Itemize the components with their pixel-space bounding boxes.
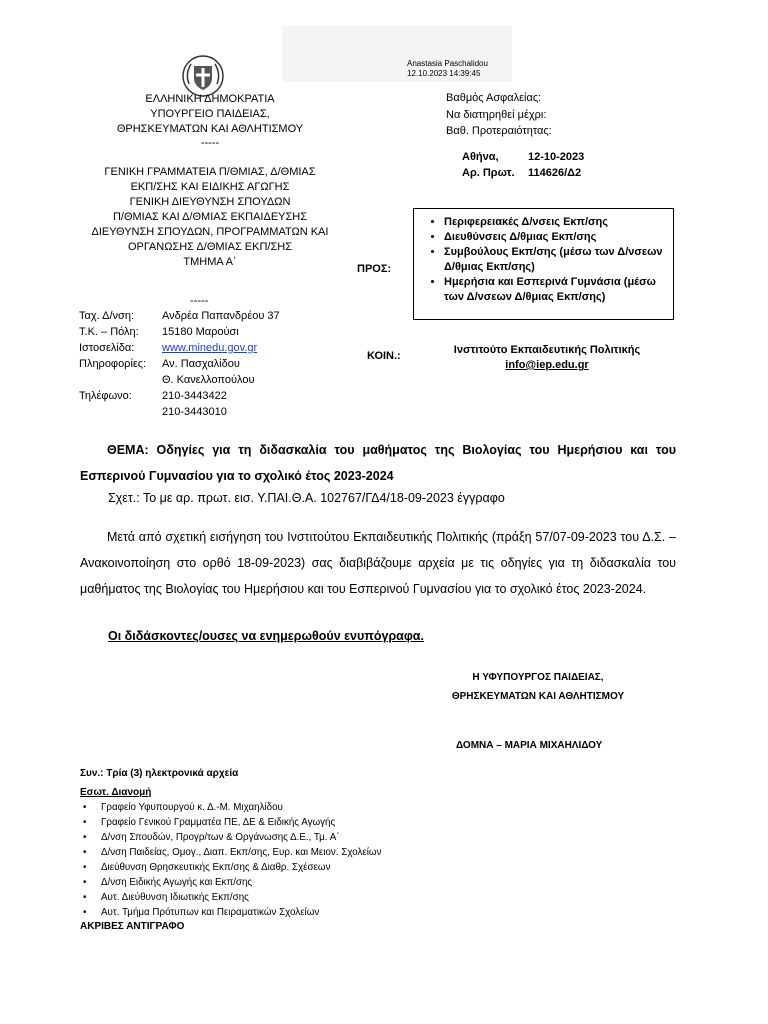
info-label: Πληροφορίες: xyxy=(79,358,147,370)
classification-block xyxy=(446,90,552,140)
distribution-item-text: Γραφείο Υφυπουργού κ. Δ.-Μ. Μιχαηλίδου xyxy=(101,802,283,813)
document-date: 12-10-2023 xyxy=(528,151,585,163)
recipient-item: • Συμβούλους Εκπ/σης (μέσω των Δ/νσεων Δ/θμιας Εκπ/σης) xyxy=(444,245,673,275)
distribution-item xyxy=(80,875,381,890)
info-label-empty xyxy=(79,372,162,388)
dept-line: ΓΕΝΙΚΗ ΓΡΑΜΜΑΤΕΙΑ Π/ΘΜΙΑΣ, Δ/ΘΜΙΑΣ xyxy=(104,166,316,178)
website-label: Ιστοσελίδα: xyxy=(79,342,135,354)
header-line: ΘΡΗΣΚΕΥΜΑΤΩΝ ΚΑΙ ΑΘΛΗΤΙΣΜΟΥ xyxy=(116,123,304,135)
info-value: Θ. Κανελλοπούλου xyxy=(162,374,255,386)
signatory-title xyxy=(418,668,658,706)
ministry-header xyxy=(80,92,340,149)
dept-line: ΟΡΓΑΝΩΣΗΣ Δ/ΘΜΙΑΣ ΕΚΠ/ΣΗΣ xyxy=(127,241,293,253)
distribution-heading: Εσωτ. Διανομή xyxy=(80,787,152,798)
website-link[interactable]: www.minedu.gov.gr xyxy=(162,342,258,354)
dept-separator: ----- xyxy=(190,295,209,307)
postcode-value: 15180 Μαρούσι xyxy=(162,326,239,338)
phone-value: 210-3443010 xyxy=(162,406,227,418)
subject: ΘΕΜΑ: Οδηγίες για τη διδασκαλία του μαθήματος της Βιολογίας του Ημερήσιου και του Εσπερινού Γυμνασίου για το σχολικό έτος 2023-2024 xyxy=(80,443,676,483)
department-header xyxy=(76,165,344,270)
bullet-icon: • xyxy=(83,817,87,828)
dept-line: Π/ΘΜΙΑΣ ΚΑΙ Δ/ΘΜΙΑΣ ΕΚΠΑΙΔΕΥΣΗΣ xyxy=(112,211,308,223)
digital-signature xyxy=(407,59,488,79)
recipient-item: • Διευθύνσεις Δ/θμιας Εκπ/σης xyxy=(444,230,673,245)
attachments: Συν.: Τρία (3) ηλεκτρονικά αρχεία xyxy=(80,768,239,779)
address-label: Ταχ. Δ/νση: xyxy=(79,310,135,322)
body-text: Μετά από σχετική εισήγηση του Ινστιτούτου Εκπαιδευτικής Πολιτικής (πράξη 57/07-09-2023 του Δ.Σ. – Ανακοινοποίηση στο ορθό 18-09-2023) σας διαβιβάζουμε αρχεία με τις οδηγίες για τη διδασκαλία του μαθήματος της Βιολογίας του Ημερήσιου και του Εσπερινού Γυμνασίου για το σχολικό έτος 2023-2024. xyxy=(80,530,676,596)
keep-until: Να διατηρηθεί μέχρι: xyxy=(446,108,547,121)
security-level: Βαθμός Ασφαλείας: xyxy=(446,92,542,104)
header-separator: ----- xyxy=(200,137,220,149)
dept-line: ΓΕΝΙΚΗ ΔΙΕΥΘΥΝΣΗ ΣΠΟΥΔΩΝ xyxy=(129,196,291,208)
info-value: Αν. Πασχαλίδου xyxy=(162,358,240,370)
signer-name: Anastasia Paschalidou xyxy=(407,59,488,68)
distribution-item xyxy=(80,860,381,875)
phone-label-empty xyxy=(79,404,162,420)
bullet-icon: • xyxy=(83,862,87,873)
bullet-icon: • xyxy=(83,832,87,843)
contact-details xyxy=(79,308,280,420)
header-line: ΕΛΛΗΝΙΚΗ ΔΗΜΟΚΡΑΤΙΑ xyxy=(145,93,275,105)
dept-line: ΕΚΠ/ΣΗΣ ΚΑΙ ΕΙΔΙΚΗΣ ΑΓΩΓΗΣ xyxy=(130,181,290,193)
signature-datetime: 12.10.2023 14:39:45 xyxy=(407,69,481,78)
protocol-label: Αρ. Πρωτ. xyxy=(462,167,515,179)
bullet-icon: • xyxy=(83,892,87,903)
phone-value: 210-3443422 xyxy=(162,390,227,402)
protocol-number: 114626/Δ2 xyxy=(528,167,582,179)
certified-copy: ΑΚΡΙΒΕΣ ΑΝΤΙΓΡΑΦΟ xyxy=(80,921,185,932)
to-label: ΠΡΟΣ: xyxy=(357,263,392,275)
distribution-item-text: Δ/νση Παιδείας, Ομογ., Διαπ. Εκπ/σης, Ευρ. και Μειον. Σχολείων xyxy=(101,847,382,858)
distribution-item xyxy=(80,830,381,845)
bullet-icon: • xyxy=(83,802,87,813)
distribution-item xyxy=(80,890,381,905)
address-value: Ανδρέα Παπανδρέου 37 xyxy=(162,310,280,322)
distribution-item xyxy=(80,845,381,860)
distribution-item-text: Δ/νση Ειδικής Αγωγής και Εκπ/σης xyxy=(101,877,253,888)
cc-label: ΚΟΙΝ.: xyxy=(367,350,401,362)
postcode-label: Τ.Κ. – Πόλη: xyxy=(79,326,139,338)
recipient-item: • Περιφερειακές Δ/νσεις Εκπ/σης xyxy=(444,215,673,230)
recipient-item: • Ημερήσια και Εσπερινά Γυμνάσια (μέσω των Δ/νσεων Δ/θμιας Εκπ/σης) xyxy=(444,275,673,305)
distribution-item xyxy=(80,815,381,830)
phone-label: Τηλέφωνο: xyxy=(79,390,132,402)
distribution-item-text: Γραφείο Γενικού Γραμματέα ΠΕ, ΔΕ & Ειδικής Αγωγής xyxy=(101,817,336,828)
cc-recipient xyxy=(432,343,662,373)
cc-email-link[interactable]: info@iep.edu.gr xyxy=(505,359,589,371)
priority-level: Βαθ. Προτεραιότητας: xyxy=(446,125,552,137)
signatory-name: ΔΟΜΝΑ – ΜΑΡΙΑ ΜΙΧΑΗΛΙΔΟΥ xyxy=(456,740,603,751)
distribution-item xyxy=(80,905,381,920)
distribution-item xyxy=(80,800,381,815)
distribution-item-text: Διεύθυνση Θρησκευτικής Εκπ/σης & Διαθρ. Σχέσεων xyxy=(101,862,331,873)
distribution-item-text: Αυτ. Τμήμα Πρότυπων και Πειραματικών Σχολείων xyxy=(101,907,320,918)
distribution-item-text: Δ/νση Σπουδών, Προγρ/των & Οργάνωσης Δ.Ε., Τμ. Α΄ xyxy=(101,832,340,843)
cc-name: Ινστιτούτο Εκπαιδευτικής Πολιτικής xyxy=(453,344,641,356)
header-line: ΥΠΟΥΡΓΕΙΟ ΠΑΙΔΕΙΑΣ, xyxy=(150,108,270,120)
date-protocol-block xyxy=(462,149,584,181)
dept-line: ΤΜΗΜΑ Α΄ xyxy=(183,256,237,268)
signatory-title-line2: ΘΡΗΣΚΕΥΜΑΤΩΝ ΚΑΙ ΑΘΛΗΤΙΣΜΟΥ xyxy=(451,691,625,702)
internal-distribution xyxy=(80,785,381,934)
dept-line: ΔΙΕΥΘΥΝΣΗ ΣΠΟΥΔΩΝ, ΠΡΟΓΡΑΜΜΑΤΩΝ ΚΑΙ xyxy=(91,226,329,238)
distribution-item-text: Αυτ. Διεύθυνση Ιδιωτικής Εκπ/σης xyxy=(101,892,249,903)
bullet-icon: • xyxy=(83,907,87,918)
notice: Οι διδάσκοντες/ουσες να ενημερωθούν ενυπόγραφα. xyxy=(108,629,424,643)
bullet-icon: • xyxy=(83,847,87,858)
bullet-icon: • xyxy=(83,877,87,888)
recipients-box xyxy=(413,208,674,320)
reference: Σχετ.: Το με αρ. πρωτ. εισ. Υ.ΠΑΙ.Θ.Α. 102767/ΓΔ4/18-09-2023 έγγραφο xyxy=(108,491,505,505)
signatory-title-line1: Η ΥΦΥΠΟΥΡΓΟΣ ΠΑΙΔΕΙΑΣ, xyxy=(472,672,604,683)
place-label: Αθήνα, xyxy=(462,151,499,163)
